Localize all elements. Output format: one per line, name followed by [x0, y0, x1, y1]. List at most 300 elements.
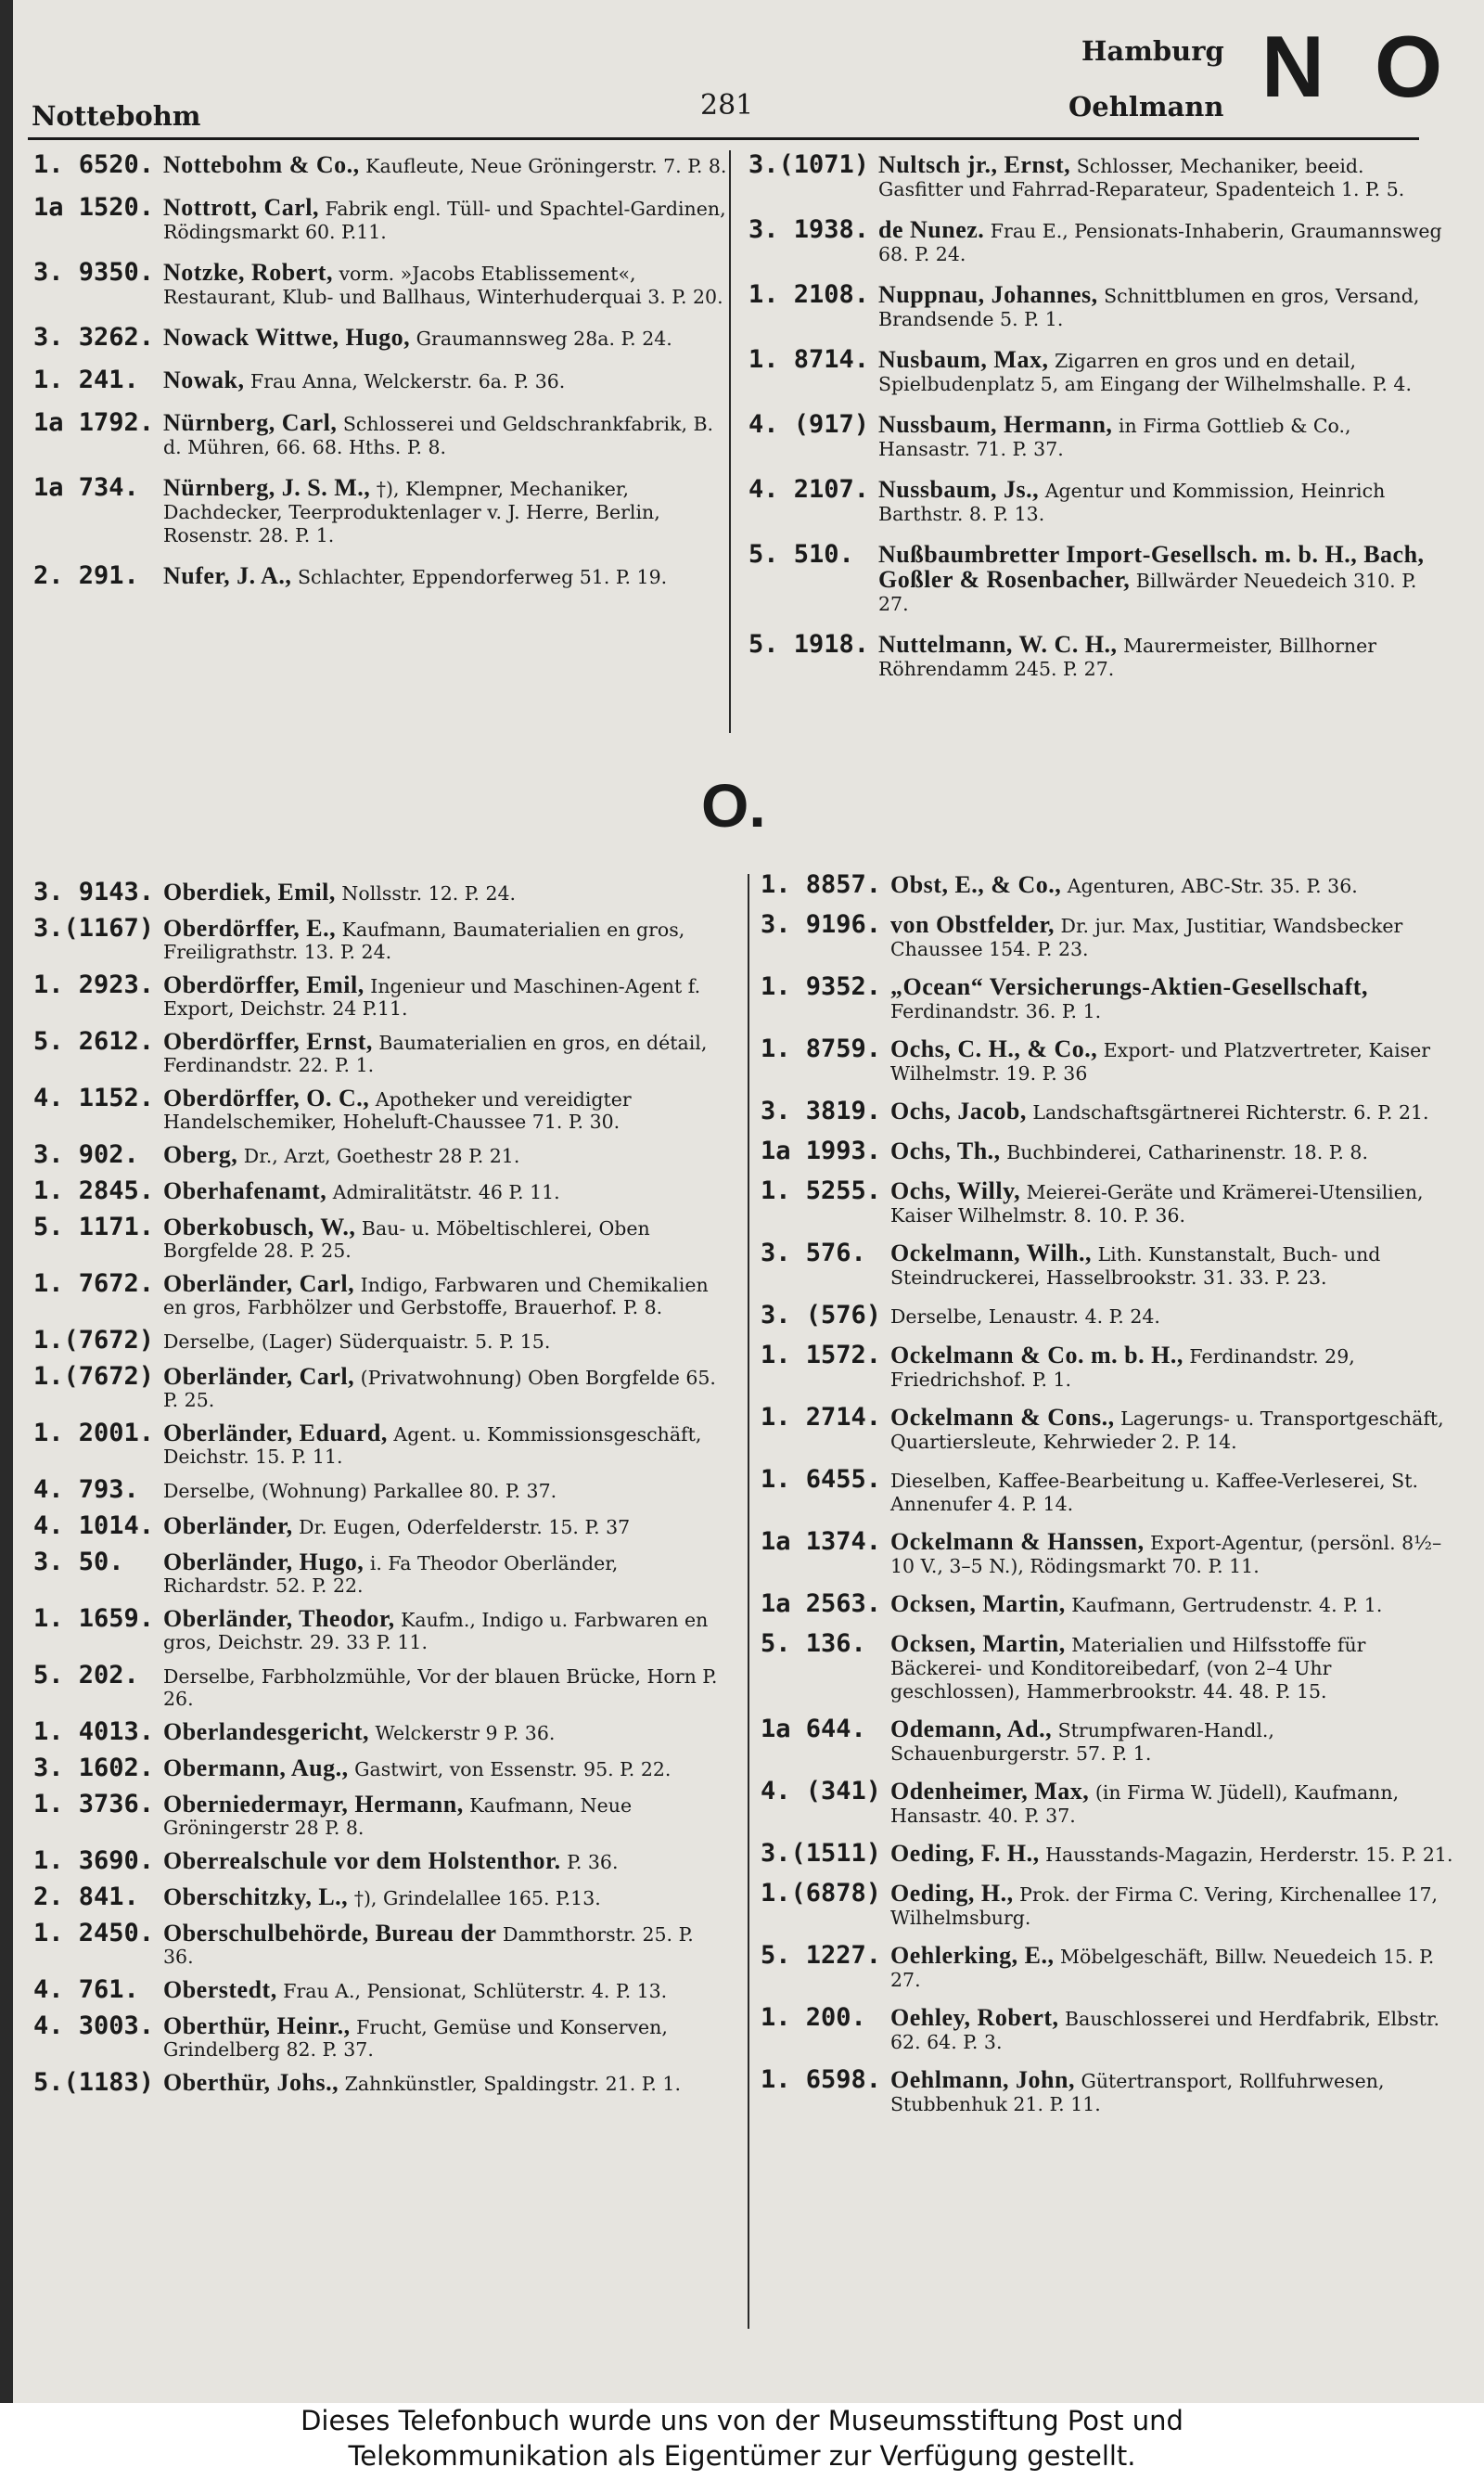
directory-entry: [33, 914, 729, 963]
entry-text: [163, 1548, 729, 1597]
entry-text: [890, 1099, 1456, 1124]
entry-text: [163, 564, 729, 589]
phone-number: 1. 6520.: [33, 150, 155, 179]
phone-number: 3. 9143.: [33, 878, 155, 906]
phone-number: 1. 8759.: [761, 1034, 882, 1063]
directory-entry: [748, 280, 1444, 331]
phone-number: 1. 241.: [33, 366, 139, 394]
directory-entry: [761, 1589, 1456, 1618]
entry-text: [163, 1270, 729, 1318]
entry-text: [163, 1883, 729, 1910]
entry-details: Apotheker und vereidigter Handelschemiker, Hoheluft-Chaussee 71. P. 30.: [163, 1088, 632, 1133]
subscriber-name: Nowak,: [163, 366, 245, 393]
phone-number: 3. 1938.: [748, 215, 870, 244]
entry-text: [163, 326, 729, 351]
entry-details: P. 36.: [560, 1851, 619, 1873]
entry-details: Schnittblumen en gros, Versand, Brandsende 5. P. 1.: [878, 285, 1420, 330]
directory-entry: [761, 1137, 1456, 1165]
directory-entry: [33, 1604, 729, 1653]
entry-details: Nollsstr. 12. P. 24.: [335, 882, 517, 905]
directory-entry: [761, 910, 1456, 961]
subscriber-name: Oberlandesgericht,: [163, 1718, 370, 1745]
phone-number: 1.(7672): [33, 1326, 155, 1355]
phone-number: 3. 902.: [33, 1140, 139, 1169]
phone-number: 4. 761.: [33, 1975, 139, 2004]
entry-text: [878, 218, 1444, 266]
phone-number: 1a 2563.: [761, 1589, 882, 1618]
phone-number: 5. 202.: [33, 1661, 139, 1690]
scan-edge: [0, 0, 13, 2403]
directory-entry: [33, 1084, 729, 1133]
entry-details: Dr., Arzt, Goethestr 28 P. 21.: [237, 1145, 520, 1167]
entry-details: Dr. Eugen, Oderfelderstr. 15. P. 37: [292, 1516, 631, 1538]
subscriber-name: Oberländer, Theodor,: [163, 1605, 395, 1632]
subscriber-name: Odemann, Ad.,: [890, 1715, 1053, 1742]
header-first-name: Nottebohm: [32, 100, 201, 132]
subscriber-name: Ochs, Th.,: [890, 1137, 1001, 1164]
subscriber-name: Nowack Wittwe, Hugo,: [163, 324, 411, 351]
directory-entry: [33, 2068, 729, 2097]
entry-details: †), Klempner, Mechaniker, Dachdecker, Teerproduktenlager v. J. Herre, Berlin, Rosenstr. 28. P. 1.: [163, 478, 660, 546]
directory-entry: [33, 561, 729, 590]
phone-number: 1. 1572.: [761, 1341, 882, 1369]
section-letter: O.: [701, 771, 766, 840]
header-city: Hamburg: [1081, 35, 1224, 67]
subscriber-name: Oberkobusch, W.,: [163, 1214, 356, 1240]
entry-text: [890, 1468, 1456, 1516]
phone-number: 1a 1792.: [33, 408, 155, 437]
phone-number: 3. 3819.: [761, 1097, 882, 1125]
phone-number: 3.(1167): [33, 914, 155, 943]
entry-details: Buchbinderei, Catharinenstr. 18. P. 8.: [1000, 1141, 1368, 1163]
entry-text: [163, 1141, 729, 1168]
entry-text: [163, 476, 729, 547]
phone-number: 5. 1918.: [748, 630, 870, 659]
phone-number: 3. 1602.: [33, 1754, 155, 1782]
phone-number: 1. 3736.: [33, 1790, 155, 1818]
directory-entry: [748, 475, 1444, 526]
entry-details: Agenturen, ABC-Str. 35. P. 36.: [1061, 875, 1358, 897]
entry-text: [890, 1717, 1456, 1766]
entry-text: [890, 1882, 1456, 1930]
directory-entry: [33, 1661, 729, 1710]
entry-text: [890, 1037, 1456, 1086]
footer-notice: [0, 2403, 1484, 2480]
subscriber-name: Nürnberg, Carl,: [163, 409, 338, 436]
subscriber-name: Nuppnau, Johannes,: [878, 281, 1098, 308]
subscriber-name: Ockelmann, Wilh.,: [890, 1240, 1093, 1266]
phone-number: 5. 2612.: [33, 1027, 155, 1056]
entry-text: [890, 1343, 1456, 1392]
entry-text: [163, 1793, 729, 1839]
entry-text: [163, 196, 729, 244]
entry-details: Dieselben, Kaffee-Bearbeitung u. Kaffee-Verleserei, St. Annenufer 4. P. 14.: [890, 1470, 1418, 1515]
subscriber-name: Oberschitzky, L.,: [163, 1883, 349, 1910]
entry-text: [163, 1664, 729, 1710]
entry-details: Agent. u. Kommissionsgeschäft, Deichstr. 15. P. 11.: [163, 1423, 702, 1468]
column-divider-bottom: [748, 874, 749, 2329]
subscriber-name: Oehlerking, E.,: [890, 1942, 1055, 1969]
entry-details: Billwärder Neuedeich 310. P. 27.: [878, 570, 1417, 615]
phone-number: 1. 2108.: [748, 280, 870, 309]
column-top-right: [748, 150, 1444, 695]
directory-entry: [761, 1527, 1456, 1578]
entry-details: Derselbe, (Wohnung) Parkallee 80. P. 37.: [163, 1480, 557, 1502]
entry-details: Ferdinandstr. 36. P. 1.: [890, 1000, 1102, 1022]
column-bottom-left: [33, 878, 729, 2104]
subscriber-name: Oberdiek, Emil,: [163, 879, 336, 906]
phone-number: 4. 1152.: [33, 1084, 155, 1112]
subscriber-name: Oberländer,: [163, 1512, 293, 1539]
phone-number: 3.(1511): [761, 1839, 882, 1868]
directory-entry: [33, 1882, 729, 1911]
directory-entry: [33, 366, 729, 394]
phone-number: 5. 510.: [748, 540, 854, 569]
directory-entry: [33, 970, 729, 1020]
entry-details: Landschaftsgärtnerei Richterstr. 6. P. 21.: [1026, 1101, 1429, 1124]
subscriber-name: Ockelmann & Cons.,: [890, 1404, 1115, 1431]
phone-number: 5.(1183): [33, 2068, 155, 2097]
phone-number: 1. 2714.: [761, 1403, 882, 1432]
subscriber-name: Notzke, Robert,: [163, 259, 333, 286]
phone-number: 5. 136.: [761, 1629, 866, 1658]
directory-entry: [33, 1511, 729, 1540]
subscriber-name: Obermann, Aug.,: [163, 1754, 349, 1781]
subscriber-name: Nussbaum, Js.,: [878, 476, 1040, 503]
phone-number: 3. 50.: [33, 1548, 124, 1576]
subscriber-name: de Nunez.: [878, 216, 985, 243]
phone-number: 1. 1659.: [33, 1604, 155, 1633]
entry-details: Frucht, Gemüse und Konserven, Grindelberg 82. P. 37.: [163, 2016, 668, 2061]
entry-text: [163, 2069, 729, 2096]
subscriber-name: Ochs, Jacob,: [890, 1098, 1027, 1124]
phone-number: 3. 3262.: [33, 323, 155, 352]
entry-text: [163, 1087, 729, 1133]
subscriber-name: Ockelmann & Hanssen,: [890, 1528, 1145, 1555]
phone-number: 1a 1374.: [761, 1527, 882, 1556]
entry-text: [890, 913, 1456, 961]
phone-number: 1. 7672.: [33, 1269, 155, 1298]
directory-entry: [33, 1548, 729, 1597]
subscriber-name: Oberhafenamt,: [163, 1177, 327, 1204]
entry-text: [163, 1718, 729, 1745]
directory-entry: [761, 1341, 1456, 1392]
entry-text: [163, 2012, 729, 2061]
entry-text: [890, 873, 1456, 898]
entry-details: Kaufmann, Gertrudenstr. 4. P. 1.: [1065, 1594, 1383, 1616]
phone-number: 5. 1227.: [761, 1941, 882, 1970]
directory-entry: [33, 1140, 729, 1169]
subscriber-name: Nürnberg, J. S. M.,: [163, 474, 371, 501]
entry-text: [890, 2068, 1456, 2116]
entry-details: Kaufm., Indigo u. Farbwaren en gros, Deichstr. 29. 33 P. 11.: [163, 1609, 709, 1653]
directory-entry: [761, 1941, 1456, 1992]
entry-text: [878, 633, 1444, 681]
phone-number: 1. 4013.: [33, 1717, 155, 1746]
entry-text: [890, 2006, 1456, 2054]
phone-number: 4. 793.: [33, 1475, 139, 1504]
subscriber-name: Oeding, F. H.,: [890, 1840, 1040, 1867]
entry-text: [163, 1479, 729, 1502]
entry-details: Gastwirt, von Essenstr. 95. P. 22.: [348, 1758, 672, 1780]
directory-entry: [761, 1465, 1456, 1516]
subscriber-name: Oberrealschule vor dem Holstenthor.: [163, 1847, 561, 1874]
subscriber-name: Nusbaum, Max,: [878, 346, 1049, 373]
entry-text: [890, 1842, 1456, 1867]
entry-text: [163, 1422, 729, 1468]
entry-details: Frau E., Pensionats-Inhaberin, Graumannsweg 68. P. 24.: [878, 220, 1442, 265]
entry-text: [890, 1632, 1456, 1703]
directory-entry: [33, 150, 729, 179]
entry-details: Kaufleute, Neue Gröningerstr. 7. P. 8.: [359, 155, 727, 177]
subscriber-name: Ocksen, Martin,: [890, 1590, 1066, 1617]
entry-text: [890, 1179, 1456, 1227]
phone-number: 3. 9196.: [761, 910, 882, 939]
entry-details: Bau- u. Möbeltischlerei, Oben Borgfelde 28. P. 25.: [163, 1217, 650, 1262]
entry-details: Export-Agentur, (persönl. 8½–10 V., 3–5 N.), Rödingsmarkt 70. P. 11.: [890, 1532, 1442, 1577]
entry-details: Derselbe, Farbholzmühle, Vor der blauen Brücke, Horn P. 26.: [163, 1665, 718, 1710]
phone-number: 3. (576): [761, 1301, 882, 1330]
entry-text: [890, 1139, 1456, 1164]
directory-entry: [761, 1715, 1456, 1766]
entry-text: [163, 1847, 729, 1874]
entry-details: Schlachter, Eppendorferweg 51. P. 19.: [291, 566, 668, 588]
entry-details: (Privatwohnung) Oben Borgfelde 65. P. 25.: [163, 1367, 716, 1411]
phone-number: 4. 1014.: [33, 1511, 155, 1540]
phone-number: 3.(1071): [748, 150, 870, 179]
subscriber-name: Ochs, Willy,: [890, 1177, 1021, 1204]
phone-number: 1. 200.: [761, 2003, 866, 2032]
directory-entry: [33, 1213, 729, 1262]
directory-entry: [33, 258, 729, 309]
directory-entry: [761, 1301, 1456, 1330]
subscriber-name: Oberdörffer, Ernst,: [163, 1028, 373, 1055]
subscriber-name: Oberländer, Eduard,: [163, 1420, 388, 1446]
entry-details: Lagerungs- u. Transportgeschäft, Quartiersleute, Kehrwieder 2. P. 14.: [890, 1407, 1444, 1453]
entry-text: [890, 1304, 1456, 1329]
subscriber-name: von Obstfelder,: [890, 911, 1055, 938]
entry-details: Baumaterialien en gros, en détail, Ferdinandstr. 22. P. 1.: [163, 1032, 708, 1076]
entry-details: †), Grindelallee 165. P.13.: [348, 1887, 601, 1909]
subscriber-name: Oberniedermayr, Hermann,: [163, 1791, 464, 1818]
directory-entry: [748, 630, 1444, 681]
phone-number: 1. 5255.: [761, 1176, 882, 1205]
entry-details: Zigarren en gros und en detail, Spielbudenplatz 5, am Eingang der Wilhelmshalle. P. 4.: [878, 350, 1412, 395]
entry-details: Agentur und Kommission, Heinrich Barthstr. 8. P. 13.: [878, 480, 1386, 525]
subscriber-name: Oberthür, Johs.,: [163, 2069, 339, 2096]
subscriber-name: Odenheimer, Max,: [890, 1778, 1090, 1805]
entry-text: [890, 1530, 1456, 1578]
directory-entry: [33, 1475, 729, 1504]
entry-text: [163, 1216, 729, 1262]
directory-entry: [33, 1919, 729, 1968]
directory-entry: [33, 1176, 729, 1205]
entry-details: Fabrik engl. Tüll- und Spachtel-Gardinen, Rödingsmarkt 60. P.11.: [163, 198, 726, 243]
entry-text: [163, 1363, 729, 1411]
entry-details: Kaufmann, Baumaterialien en gros, Freiligrathstr. 13. P. 24.: [163, 919, 685, 963]
entry-details: Prok. der Firma C. Vering, Kirchenallee 17, Wilhelmsburg.: [890, 1883, 1439, 1929]
directory-entry: [33, 408, 729, 459]
directory-entry: [33, 193, 729, 244]
entry-details: i. Fa Theodor Oberländer, Richardstr. 52. P. 22.: [163, 1552, 619, 1597]
subscriber-name: „Ocean“ Versicherungs-Aktien-Gesellschaft,: [890, 973, 1368, 1000]
entry-text: [163, 1330, 729, 1353]
directory-entry: [33, 878, 729, 906]
subscriber-name: Oeding, H.,: [890, 1880, 1014, 1907]
directory-entry: [33, 1790, 729, 1839]
entry-text: [163, 1922, 729, 1968]
directory-entry: [761, 2065, 1456, 2116]
subscriber-name: Nußbaumbretter Import-Gesellsch. m. b. H., Bach, Goßler & Rosenbacher,: [878, 541, 1425, 593]
entry-text: [878, 543, 1444, 616]
entry-details: Derselbe, Lenaustr. 4. P. 24.: [890, 1305, 1160, 1328]
directory-entry: [761, 972, 1456, 1023]
phone-number: 1.(6878): [761, 1879, 882, 1908]
phone-number: 1.(7672): [33, 1362, 155, 1391]
phone-number: 1. 6598.: [761, 2065, 882, 2094]
entry-text: [163, 881, 729, 905]
phone-number: 1a 1520.: [33, 193, 155, 222]
entry-details: Strumpfwaren-Handl., Schauenburgerstr. 57. P. 1.: [890, 1719, 1274, 1765]
entry-text: [163, 971, 729, 1020]
directory-entry: [761, 1034, 1456, 1086]
entry-text: [890, 1592, 1456, 1617]
entry-text: [163, 1512, 729, 1539]
header-letters: N O: [1261, 18, 1456, 115]
entry-text: [163, 1605, 729, 1653]
column-top-left: [33, 150, 729, 604]
entry-text: [163, 1028, 729, 1076]
directory-entry: [33, 1326, 729, 1355]
entry-details: Graumannsweg 28a. P. 24.: [410, 328, 672, 350]
subscriber-name: Nottebohm & Co.,: [163, 151, 360, 178]
directory-entry: [761, 1097, 1456, 1125]
subscriber-name: Oehley, Robert,: [890, 2004, 1059, 2031]
entry-text: [878, 153, 1444, 201]
phone-number: 1. 8857.: [761, 870, 882, 899]
footer-line-1: Dieses Telefonbuch wurde uns von der Museumsstiftung Post und: [301, 2405, 1183, 2436]
entry-details: Gütertransport, Rollfuhrwesen, Stubbenhuk 21. P. 11.: [890, 2070, 1385, 2115]
phone-number: 1a 1993.: [761, 1137, 882, 1165]
entry-details: vorm. »Jacobs Etablissement«, Restaurant, Klub- und Ballhaus, Winterhuderquai 3. P. 20.: [163, 263, 723, 308]
directory-entry: [33, 1269, 729, 1318]
entry-details: Kaufmann, Neue Gröningerstr 28 P. 8.: [163, 1794, 633, 1839]
directory-entry: [761, 1403, 1456, 1454]
entry-text: [163, 411, 729, 459]
entry-details: Schlosser, Mechaniker, beeid. Gasfitter und Fahrrad-Reparateur, Spadenteich 1. P. 5.: [878, 155, 1405, 200]
directory-entry: [33, 1419, 729, 1468]
directory-entry: [761, 1629, 1456, 1703]
entry-text: [163, 368, 729, 393]
page-number: 281: [700, 89, 754, 122]
subscriber-name: Oberg,: [163, 1141, 238, 1168]
phone-number: 5. 1171.: [33, 1213, 155, 1241]
entry-details: Zahnkünstler, Spaldingstr. 21. P. 1.: [339, 2073, 681, 2095]
footer-line-2: Telekommunikation als Eigentümer zur Verfügung gestellt.: [348, 2440, 1136, 2472]
directory-entry: [761, 1777, 1456, 1828]
subscriber-name: Nufer, J. A.,: [163, 562, 292, 589]
entry-details: Schlosserei und Geldschrankfabrik, B. d. Mühren, 66. 68. Hths. P. 8.: [163, 413, 714, 458]
subscriber-name: Oberdörffer, E.,: [163, 915, 337, 942]
entry-details: Möbelgeschäft, Billw. Neuedeich 15. P. 27.: [890, 1946, 1435, 1991]
directory-entry: [748, 540, 1444, 616]
entry-text: [890, 1241, 1456, 1290]
entry-details: Frau Anna, Welckerstr. 6a. P. 36.: [244, 370, 566, 392]
phone-number: 2. 291.: [33, 561, 139, 590]
entry-details: Materialien und Hilfsstoffe für Bäckerei- und Konditoreibedarf, (von 2–4 Uhr geschlossen), Hammerbrookstr. 44. 48. P. 15.: [890, 1634, 1366, 1703]
entry-details: Dr. jur. Max, Justitiar, Wandsbecker Chaussee 154. P. 23.: [890, 915, 1403, 960]
entry-text: [163, 1177, 729, 1204]
phone-number: 1a 644.: [761, 1715, 866, 1743]
phone-number: 1. 2845.: [33, 1176, 155, 1205]
entry-text: [163, 915, 729, 963]
directory-entry: [761, 2003, 1456, 2054]
directory-entry: [33, 1754, 729, 1782]
directory-entry: [33, 1975, 729, 2004]
phone-number: 4. 2107.: [748, 475, 870, 504]
subscriber-name: Ochs, C. H., & Co.,: [890, 1035, 1098, 1062]
phone-number: 1. 3690.: [33, 1846, 155, 1875]
entry-details: Export- und Platzvertreter, Kaiser Wilhelmstr. 19. P. 36: [890, 1039, 1431, 1085]
directory-entry: [33, 1846, 729, 1875]
directory-entry: [33, 473, 729, 547]
entry-details: Bauschlosserei und Herdfabrik, Elbstr. 62. 64. P. 3.: [890, 2008, 1440, 2053]
entry-text: [878, 478, 1444, 526]
entry-details: (in Firma W. Jüdell), Kaufmann, Hansastr. 40. P. 37.: [890, 1781, 1400, 1827]
entry-details: Derselbe, (Lager) Süderquaistr. 5. P. 15.: [163, 1330, 551, 1353]
subscriber-name: Oehlmann, John,: [890, 2066, 1075, 2093]
subscriber-name: Oberschulbehörde, Bureau der: [163, 1920, 497, 1947]
directory-entry: [33, 323, 729, 352]
entry-text: [878, 413, 1444, 461]
subscriber-name: Oberdörffer, O. C.,: [163, 1085, 370, 1112]
column-divider-top: [729, 150, 731, 733]
directory-entry: [748, 345, 1444, 396]
entry-text: [163, 153, 729, 178]
entry-text: [890, 975, 1456, 1023]
phone-number: 3. 576.: [761, 1239, 866, 1267]
entry-text: [878, 283, 1444, 331]
directory-entry: [761, 1239, 1456, 1290]
entry-details: Hausstands-Magazin, Herderstr. 15. P. 21.: [1039, 1844, 1453, 1866]
entry-text: [163, 261, 729, 309]
entry-details: Welckerstr 9 P. 36.: [369, 1722, 556, 1744]
directory-entry: [761, 1879, 1456, 1930]
entry-details: Meierei-Geräte und Krämerei-Utensilien, Kaiser Wilhelmstr. 8. 10. P. 36.: [890, 1181, 1424, 1227]
entry-text: [878, 348, 1444, 396]
phone-number: 1. 2923.: [33, 970, 155, 999]
subscriber-name: Oberstedt,: [163, 1976, 277, 2003]
entry-text: [890, 1780, 1456, 1828]
subscriber-name: Nottrott, Carl,: [163, 194, 320, 221]
entry-details: Ferdinandstr. 29, Friedrichshof. P. 1.: [890, 1345, 1355, 1391]
header-rule: [28, 137, 1419, 140]
subscriber-name: Oberthür, Heinr.,: [163, 2012, 351, 2039]
subscriber-name: Nussbaum, Hermann,: [878, 411, 1113, 438]
entry-details: Frau A., Pensionat, Schlüterstr. 4. P. 13.: [276, 1980, 668, 2002]
phone-number: 4. 3003.: [33, 2011, 155, 2040]
phone-number: 1. 9352.: [761, 972, 882, 1001]
directory-entry: [33, 1362, 729, 1411]
column-bottom-right: [761, 870, 1456, 2127]
subscriber-name: Oberdörffer, Emil,: [163, 971, 365, 998]
directory-entry: [748, 215, 1444, 266]
directory-entry: [761, 1176, 1456, 1227]
phone-number: 1. 2001.: [33, 1419, 155, 1447]
subscriber-name: Ocksen, Martin,: [890, 1630, 1066, 1657]
entry-text: [890, 1944, 1456, 1992]
entry-text: [890, 1406, 1456, 1454]
